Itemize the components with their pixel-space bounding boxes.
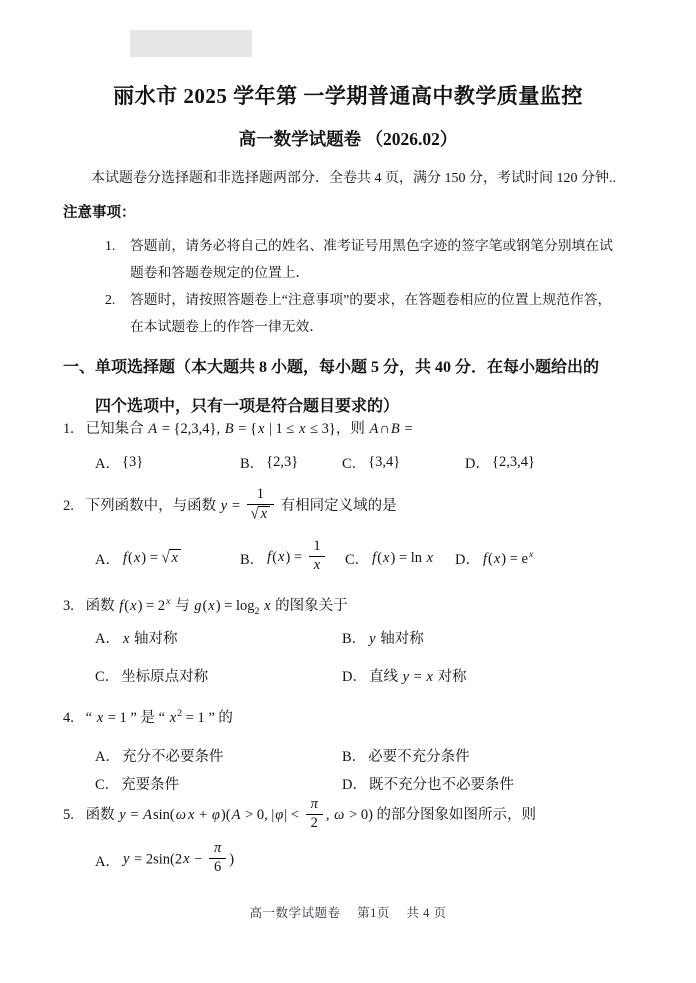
page-title: 丽水市 2025 学年第 一学期普通高中教学质量监控 <box>113 84 583 108</box>
option-value: x 轴对称 <box>122 631 178 647</box>
question-2-number: 2. <box>63 497 74 514</box>
option-label: B． <box>240 456 265 472</box>
option-value: y 轴对称 <box>369 631 424 647</box>
option-label: A． <box>95 749 120 765</box>
question-3-option-d <box>342 665 467 686</box>
intro-text: 本试题卷分选择题和非选择题两部分．全卷共 4 页，满分 150 分，考试时间 120 分钟.. <box>91 171 616 186</box>
question-3-option-b <box>342 627 424 648</box>
option-value: {2,3} <box>266 454 299 470</box>
question-3-option-c <box>95 665 342 686</box>
question-3-options-row2 <box>95 665 467 686</box>
option-value: 既不充分也不必要条件 <box>368 777 514 793</box>
option-label: D． <box>465 456 490 472</box>
question-4-options-row1 <box>95 745 470 766</box>
question-4-options-row2 <box>95 773 514 794</box>
question-2-option-d <box>455 548 534 569</box>
option-value: {3} <box>121 454 144 470</box>
option-value: f(x) = $\frac{1}{x}$ <box>266 541 328 575</box>
question-4-option-d <box>342 773 514 794</box>
option-value: 充分不必要条件 <box>121 749 224 765</box>
option-label: C． <box>345 551 370 568</box>
notice-heading: 注意事项： <box>63 205 136 221</box>
question-2-option-b <box>240 538 345 575</box>
question-3-number: 3. <box>63 598 74 614</box>
question-2-stem <box>63 486 397 524</box>
option-label: C． <box>95 777 120 793</box>
notice-1-text: 答题前，请务必将自己的姓名、准考证号用黑色字迹的签字笔或钢笔分别填在试题卷和答题卷规定的位置上． <box>130 238 613 280</box>
question-4-number: 4. <box>63 710 74 726</box>
question-4-option-c <box>95 773 342 794</box>
question-2-option-a <box>95 548 240 569</box>
question-5-stem <box>63 796 537 833</box>
section-1-heading-line1: 一、单项选择题（本大题共 8 小题，每小题 5 分，共 40 分．在每小题给出的 <box>63 359 600 376</box>
question-5-number: 5. <box>63 807 74 824</box>
option-value: 坐标原点对称 <box>121 669 209 685</box>
section-1-heading <box>63 348 653 426</box>
question-1-text: 已知集合 A = {2,3,4}, B = {x | 1 ≤ x ≤ 3}，则 A∩B = <box>85 421 413 437</box>
notice-item-1 <box>105 232 625 286</box>
question-4-stem <box>63 706 233 727</box>
page-subtitle: 高一数学试题卷 （2026.02） <box>238 129 458 149</box>
notice-1-number: 1. <box>105 238 116 253</box>
option-label: A． <box>95 456 120 472</box>
option-label: C． <box>342 456 367 472</box>
question-3-options-row1 <box>95 627 424 648</box>
option-label: B． <box>240 551 265 568</box>
question-1-options <box>95 452 535 473</box>
redaction-box <box>130 30 252 57</box>
option-label: B． <box>342 631 367 647</box>
page-footer: 高一数学试题卷 第1页 共 4 页 <box>249 906 447 920</box>
question-2-option-c <box>345 548 455 569</box>
question-4-text: “ x = 1 ” 是 “ $x^2 = 1$ ” 的 <box>85 708 233 726</box>
option-value: f(x) = ln x <box>372 549 434 566</box>
notice-2-number: 2. <box>105 292 116 307</box>
question-5-text: 函数 y = Asin(ω x + φ)(A > 0, |φ| < $\frac{\pi}{2}$ , ω > 0) 的部分图象如图所示，则 <box>85 796 537 831</box>
option-value: 直线 y = x 对称 <box>368 669 467 685</box>
question-5-option-a <box>95 840 235 877</box>
option-value: f(x) = √ x <box>122 549 181 567</box>
question-3-text: 函数 $f(x) = 2^x$ 与 $g(x) = \log_2 x$ 的图象关于 <box>85 596 348 617</box>
option-value: {3,4} <box>368 454 401 470</box>
question-5-options <box>95 840 235 877</box>
question-3-option-a <box>95 627 342 648</box>
question-1-number: 1. <box>63 421 74 437</box>
option-label: A． <box>95 853 120 870</box>
option-label: B． <box>342 749 367 765</box>
question-1-option-a <box>95 452 240 473</box>
option-value: 必要不充分条件 <box>368 749 470 765</box>
question-4-option-a <box>95 745 342 766</box>
question-1-option-b <box>240 452 342 473</box>
section-1-heading-line2: 四个选项中，只有一项是符合题目要求的） <box>95 398 400 415</box>
question-2-text: 下列函数中，与函数 y = $\frac{1}{√ x}$ 有相同定义域的是 <box>85 486 397 523</box>
option-label: C． <box>95 669 120 685</box>
question-4-option-b <box>342 745 470 766</box>
option-value: $f(x) = e^x$ <box>482 548 534 567</box>
option-value: 充要条件 <box>121 777 180 793</box>
option-label: D． <box>342 669 367 685</box>
question-1-stem <box>63 417 413 438</box>
option-label: A． <box>95 631 120 647</box>
question-1-option-c <box>342 452 465 473</box>
question-2-options <box>95 538 534 575</box>
question-1-option-d <box>465 452 535 473</box>
option-label: D． <box>455 551 480 568</box>
notice-item-2 <box>105 286 625 340</box>
option-label: A． <box>95 551 120 568</box>
question-3-stem <box>63 594 348 617</box>
option-label: D． <box>342 777 367 793</box>
option-value: y = 2sin(2x − $\frac{\pi}{6}$ ) <box>122 840 235 875</box>
option-value: {2,3,4} <box>491 454 535 470</box>
notice-2-text: 答题时，请按照答题卷上“注意事项”的要求，在答题卷相应的位置上规范作答，在本试题卷上的作答一律无效． <box>130 292 612 334</box>
